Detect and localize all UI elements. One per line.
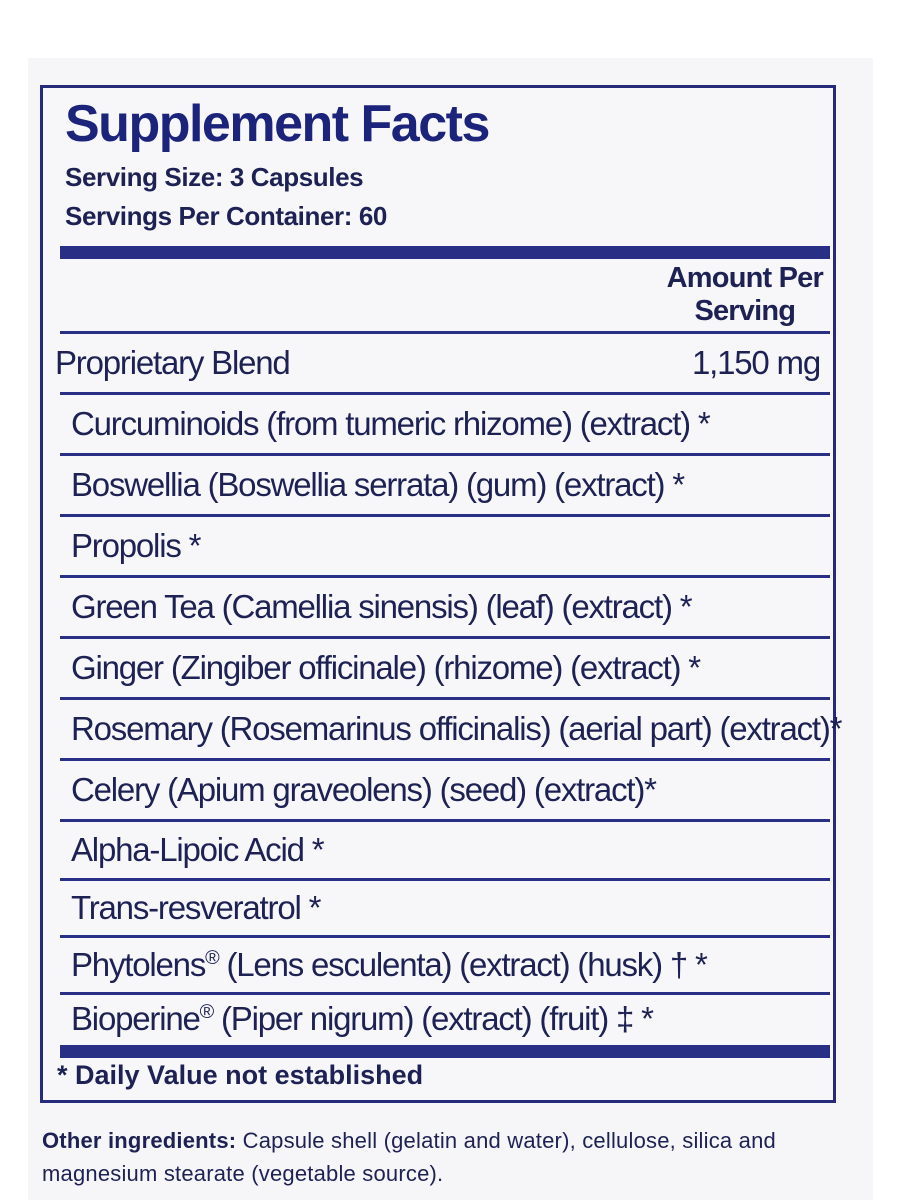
ingredient-name: Boswellia (Boswellia serrata) (gum) (extract) * (71, 466, 684, 503)
servings-per-container: Servings Per Container: 60 (65, 201, 387, 231)
other-ingredients (42, 1124, 842, 1190)
ingredient-detail: (Lens esculenta) (extract) (husk) † * (218, 946, 707, 983)
ingredient-name: Ginger (Zingiber officinale) (rhizome) (extract) * (71, 649, 700, 686)
brand-name: Phytolens (71, 946, 206, 983)
serving-size: Serving Size: 3 Capsules (65, 162, 364, 192)
ingredient-row (60, 995, 830, 1045)
ingredient-name (71, 1000, 653, 1038)
ingredient-row (60, 700, 842, 761)
ingredient-detail: (Piper nigrum) (extract) (fruit) ‡ * (213, 1000, 653, 1037)
ingredient-row (60, 761, 830, 822)
ingredient-name: Green Tea (Camellia sinensis) (leaf) (extract) * (71, 588, 692, 625)
ingredient-row (60, 395, 830, 456)
amount-header-line2: Serving (694, 295, 796, 327)
amount-per-serving-header (667, 262, 823, 328)
registered-mark: ® (205, 947, 219, 969)
ingredient-name: Propolis * (71, 527, 201, 564)
panel-title: Supplement Facts (65, 95, 489, 153)
blend-name: Proprietary Blend (55, 344, 290, 381)
divider-thick-top (60, 246, 830, 259)
blend-amount: 1,150 mg (692, 344, 820, 381)
ingredient-name: Trans-resveratrol * (71, 889, 321, 926)
ingredient-name (71, 946, 707, 984)
ingredient-name: Alpha-Lipoic Acid * (71, 831, 324, 868)
other-ingredients-label: Other ingredients: (42, 1128, 237, 1153)
ingredient-row (60, 639, 830, 700)
ingredient-row (60, 822, 830, 881)
ingredient-name: Celery (Apium graveolens) (seed) (extract)* (71, 771, 656, 808)
amount-header-line1: Amount Per (666, 262, 823, 294)
ingredient-name: Rosemary (Rosemarinus officinalis) (aerial part) (extract)* (71, 710, 842, 747)
ingredient-row (60, 578, 830, 639)
registered-mark: ® (199, 1001, 214, 1023)
ingredient-row (60, 881, 830, 938)
other-ingredients-text: Capsule shell (gelatin and water), cellulose, silica and magnesium stearate (vegetable source). (42, 1128, 776, 1186)
ingredient-name: Curcuminoids (from tumeric rhizome) (extract) * (71, 405, 710, 442)
ingredient-row (60, 938, 830, 995)
brand-name: Bioperine (71, 1000, 200, 1037)
divider-thick-bottom (60, 1045, 830, 1058)
ingredient-row (60, 517, 830, 578)
supplement-facts-panel (40, 85, 842, 1103)
daily-value-footnote: * Daily Value not established (57, 1060, 424, 1090)
ingredient-row (60, 456, 830, 517)
blend-row (55, 334, 830, 395)
